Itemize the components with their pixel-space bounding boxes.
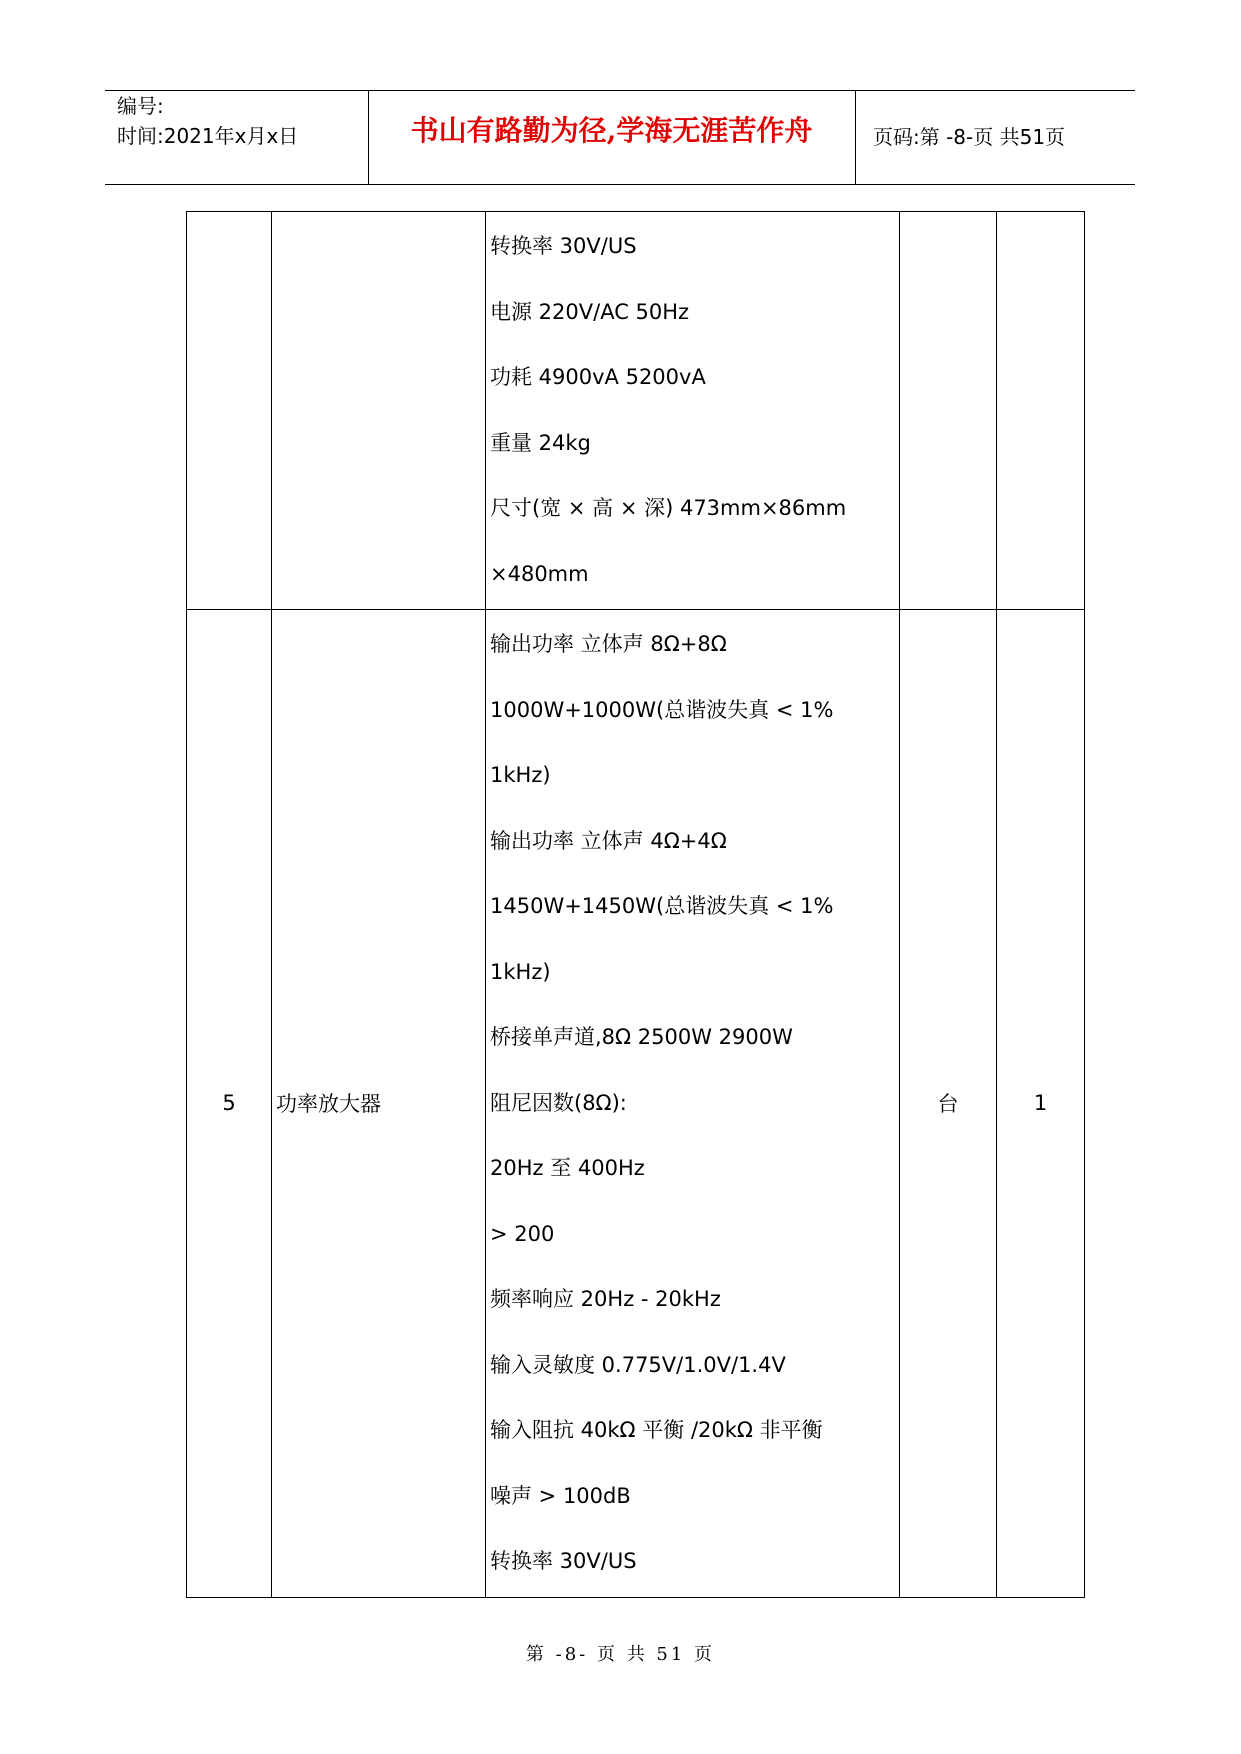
- name-cell: 功率放大器: [272, 610, 486, 1598]
- equipment-spec-table: [186, 211, 1085, 1598]
- spec-line: 桥接单声道,8Ω 2500W 2900W: [490, 1025, 793, 1049]
- spec-line: 1450W+1450W(总谐波失真 < 1%: [490, 894, 834, 918]
- spec-line: 20Hz 至 400Hz: [490, 1156, 645, 1180]
- spec-line: 重量 24kg: [490, 430, 591, 455]
- table-row: [187, 610, 1085, 1598]
- unit-cell: [900, 212, 997, 610]
- unit-cell: 台: [900, 610, 997, 1598]
- page-footer: 第 -8- 页 共 51 页: [525, 1644, 716, 1665]
- quantity-cell: [997, 212, 1085, 610]
- page-header: [105, 90, 1135, 185]
- spec-line: > 200: [490, 1221, 555, 1246]
- header-motto: 书山有路勤为径,学海无涯苦作舟: [410, 114, 813, 147]
- header-page-number: 页码:第 -8-页 共51页: [873, 125, 1066, 149]
- spec-line: 频率响应 20Hz - 20kHz: [490, 1287, 721, 1311]
- spec-line: 输出功率 立体声 8Ω+8Ω: [490, 632, 727, 656]
- spec-line: 噪声 > 100dB: [490, 1483, 631, 1508]
- spec-line: 阻尼因数(8Ω):: [490, 1090, 627, 1115]
- doc-number-label: 编号:: [117, 94, 164, 118]
- spec-line: 输出功率 立体声 4Ω+4Ω: [490, 828, 727, 853]
- spec-line: 转换率 30V/US: [490, 1549, 637, 1573]
- spec-line: 输入阻抗 40kΩ 平衡 /20kΩ 非平衡: [490, 1418, 823, 1442]
- spec-cell: [486, 610, 900, 1598]
- spec-line: 转换率 30V/US: [490, 234, 637, 258]
- spec-line: ×480mm: [490, 561, 589, 586]
- spec-line: 输入灵敏度 0.775V/1.0V/1.4V: [490, 1352, 786, 1377]
- header-meta: [117, 91, 298, 151]
- spec-cell: [486, 212, 900, 610]
- spec-line: 功耗 4900vA 5200vA: [490, 365, 706, 389]
- table-row: [187, 212, 1085, 610]
- header-divider: [855, 91, 856, 184]
- spec-line: 1kHz): [490, 763, 551, 787]
- spec-line: 尺寸(宽 × 高 × 深) 473mm×86mm: [490, 496, 847, 520]
- name-cell: [272, 212, 486, 610]
- spec-line: 1kHz): [490, 959, 551, 984]
- spec-line: 1000W+1000W(总谐波失真 < 1%: [490, 697, 834, 722]
- number-cell: 5: [187, 610, 272, 1598]
- doc-time-label: 时间:2021年x月x日: [117, 124, 299, 148]
- number-cell: [187, 212, 272, 610]
- spec-line: 电源 220V/AC 50Hz: [490, 299, 690, 324]
- quantity-cell: 1: [997, 610, 1085, 1598]
